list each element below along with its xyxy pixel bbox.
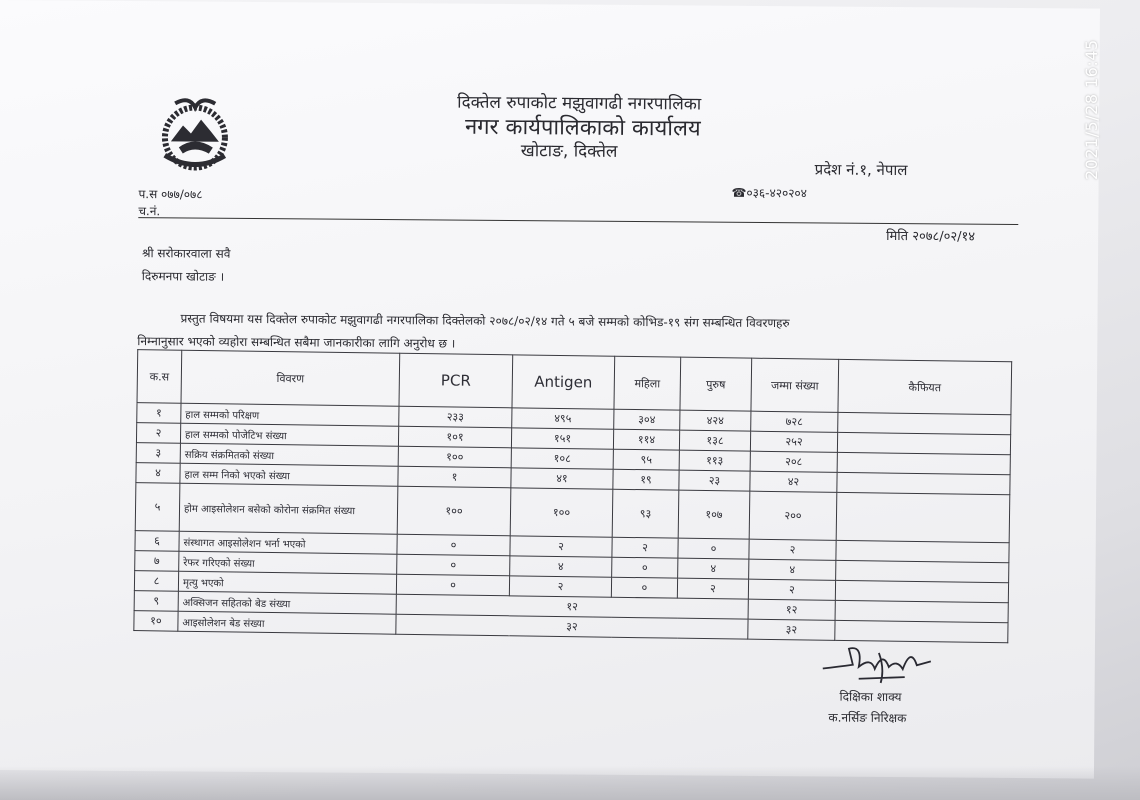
- cell-female: ०: [612, 557, 678, 578]
- cell-male: ४: [678, 558, 749, 579]
- cell-female: ९३: [612, 489, 679, 538]
- cell-pcr: १: [398, 466, 511, 488]
- header-pcr: PCR: [399, 353, 513, 408]
- cell-remarks: [836, 540, 1009, 562]
- cell-total: ३२: [748, 619, 835, 640]
- cell-antigen: २: [510, 536, 612, 557]
- cell-serial: ६: [135, 531, 179, 552]
- cell-remarks: [837, 472, 1010, 494]
- recipient-line-2: दिरुमनपा खोटाङ ।: [141, 269, 225, 284]
- cell-serial: ५: [135, 483, 180, 532]
- cell-merged-count: ३२: [396, 614, 748, 639]
- cell-description: होम आइसोलेशन बसेको कोरोना संक्रमित संख्या: [179, 483, 398, 534]
- cell-antigen: १००: [510, 488, 613, 537]
- cell-pcr: १००: [398, 446, 511, 468]
- cell-total: २५२: [750, 431, 837, 452]
- cell-male: ०: [678, 538, 749, 559]
- header-total: जम्मा संख्या: [751, 358, 839, 412]
- nepal-emblem: [149, 95, 242, 176]
- cell-total: २: [749, 539, 836, 560]
- cell-description: रेफर गरिएको संख्या: [179, 551, 397, 574]
- cell-total: २: [748, 579, 835, 600]
- cell-description: आइसोलेशन बेड संख्या: [178, 611, 396, 634]
- cell-antigen: १५१: [511, 428, 613, 449]
- cell-antigen: ४१: [511, 468, 613, 489]
- cell-description: हाल सम्मको पोजेटिभ संख्या: [180, 423, 398, 446]
- letter-date: मिति २०७८/०२/१४: [886, 228, 976, 245]
- body-text-line-2: निम्नानुसार भएको व्यहोरा सम्बन्धित सबैमा जानकारीका लागि अनुरोध छ ।: [137, 334, 456, 351]
- cell-description: हाल सम्म निको भएको संख्या: [180, 463, 398, 486]
- cell-total: ४: [749, 559, 836, 580]
- cell-serial: २: [136, 423, 180, 444]
- signatory-name: दिक्षिका शाक्य: [839, 689, 902, 705]
- cell-remarks: [837, 452, 1010, 474]
- cell-remarks: [835, 580, 1008, 602]
- cell-pcr: २३३: [399, 406, 512, 428]
- cell-male: ४२४: [680, 410, 751, 431]
- cell-remarks: [838, 412, 1011, 434]
- cell-pcr: ०: [396, 574, 509, 596]
- cell-pcr: १००: [397, 486, 511, 536]
- cell-description: अक्सिजन सहितको बेड संख्या: [178, 591, 396, 614]
- reference-number: प.स ०७७/०७८: [138, 187, 203, 202]
- cell-serial: १: [137, 403, 181, 424]
- province-label: प्रदेश नं.१, नेपाल: [814, 160, 908, 180]
- cell-serial: ३: [136, 443, 180, 464]
- header-male: पुरुष: [680, 357, 752, 411]
- cell-remarks: [835, 600, 1008, 622]
- cell-antigen: १०८: [511, 448, 613, 469]
- signatory-title: क.नर्सिङ निरिक्षक: [828, 710, 907, 726]
- signature: [819, 638, 941, 687]
- cell-description: हाल सम्मको परिक्षण: [181, 403, 399, 426]
- cell-serial: ८: [134, 571, 178, 592]
- header-antigen: Antigen: [512, 355, 615, 409]
- cell-serial: ९: [134, 591, 178, 612]
- photo-timestamp: [1082, 132, 1106, 180]
- cell-total: २०८: [750, 451, 837, 472]
- cell-female: ३०४: [614, 409, 680, 430]
- cell-female: १९: [613, 469, 679, 490]
- cell-description: मृत्यु भएको: [178, 571, 396, 594]
- cell-antigen: २: [509, 576, 611, 597]
- cell-remarks: [837, 432, 1010, 454]
- header-divider: [138, 217, 1018, 225]
- cell-male: १३८: [679, 430, 750, 451]
- header-remarks: कैफियत: [838, 359, 1012, 414]
- cell-female: ०: [611, 577, 677, 598]
- cell-male: २३: [679, 470, 750, 491]
- cell-pcr: १०१: [398, 426, 511, 448]
- cell-remarks: [836, 560, 1009, 582]
- cell-female: ११४: [613, 429, 679, 450]
- cell-description: संस्थागत आइसोलेशन भर्ना भएको: [179, 531, 397, 554]
- cell-total: ७२८: [751, 411, 838, 432]
- office-location: खोटाङ, दिक्तेल: [520, 141, 618, 162]
- dispatch-number: च.नं.: [138, 204, 161, 219]
- bottom-shadow: [0, 766, 1140, 800]
- municipality-name: दिक्तेल रुपाकोट मझुवागढी नगरपालिका: [457, 92, 702, 115]
- cell-serial: १०: [134, 611, 178, 632]
- cell-serial: ७: [135, 551, 179, 572]
- cell-male: १०७: [678, 490, 750, 539]
- header-description: विवरण: [181, 350, 400, 406]
- cell-total: ४२: [750, 471, 837, 492]
- body-text-line-1: प्रस्तुत विषयमा यस दिक्तेल रुपाकोट मझुवागढी नगरपालिका दिक्तेलको २०७८/०२/१४ गते ५ बजे सम्मको कोभिड-१९ संग सम्बन्धित विवरणहरु: [180, 311, 790, 331]
- phone-number: ☎०३६-४२०२०४: [731, 185, 808, 201]
- header-female: महिला: [614, 356, 681, 410]
- recipient-line-1: श्री सरोकारवाला सवै: [141, 246, 231, 261]
- covid-stats-table: [133, 349, 1012, 643]
- cell-total: २००: [749, 491, 837, 540]
- cell-description: सक्रिय संक्रमितको संख्या: [180, 443, 398, 466]
- cell-pcr: ०: [397, 554, 510, 576]
- header-serial: क.स: [137, 350, 182, 404]
- cell-male: ११३: [679, 450, 750, 471]
- cell-serial: ४: [136, 463, 180, 484]
- office-title: नगर कार्यपालिकाको कार्यालय: [464, 114, 701, 142]
- cell-merged-count: १२: [396, 594, 748, 619]
- cell-pcr: ०: [397, 534, 510, 556]
- cell-antigen: ४९५: [512, 408, 614, 429]
- cell-remarks: [836, 492, 1010, 542]
- cell-female: ९५: [613, 449, 679, 470]
- cell-female: २: [612, 537, 678, 558]
- cell-total: १२: [748, 599, 835, 620]
- cell-male: २: [677, 578, 748, 599]
- cell-antigen: ४: [510, 556, 612, 577]
